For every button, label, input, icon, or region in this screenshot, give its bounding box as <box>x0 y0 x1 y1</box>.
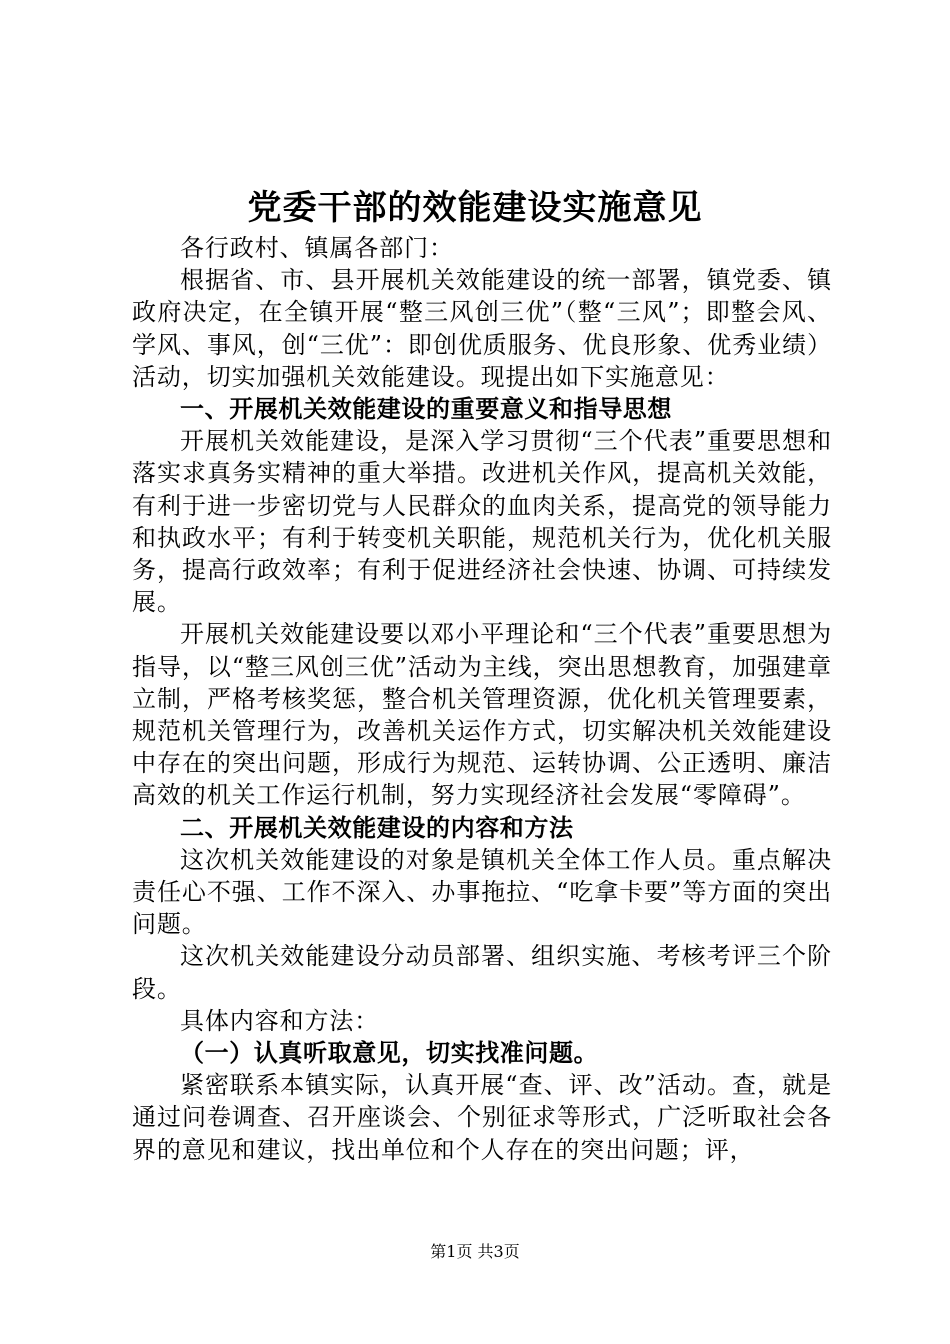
section-heading-1: 一、开展机关效能建设的重要意义和指导思想 <box>180 394 672 424</box>
body-paragraph: 紧密联系本镇实际，认真开展“查、评、改”活动。查，就是通过问卷调查、召开座谈会、个别征求等形式，广泛听取社会各界的意见和建议，找出单位和个人存在的突出问题；评， <box>132 1071 832 1164</box>
body-paragraph: 这次机关效能建设的对象是镇机关全体工作人员。重点解决责任心不强、工作不深入、办事拖拉、“吃拿卡要”等方面的突出问题。 <box>132 845 832 939</box>
body-paragraph: 这次机关效能建设分动员部署、组织实施、考核考评三个阶段。 <box>132 942 832 1003</box>
document-title: 党委干部的效能建设实施意见 <box>247 188 703 228</box>
subsection-heading-1: （一）认真听取意见，切实找准问题。 <box>180 1038 599 1068</box>
intro-paragraph: 根据省、市、县开展机关效能建设的统一部署，镇党委、镇政府决定，在全镇开展“整三风创三优”（整“三风”；即整会风、学风、事风，创“三优”：即创优质服务、优良形象、优秀业绩）活动，切实加强机关效能建设。现提出如下实施意见： <box>132 266 832 391</box>
body-paragraph: 开展机关效能建设，是深入学习贯彻“三个代表”重要思想和落实求真务实精神的重大举措。改进机关作风，提高机关效能，有利于进一步密切党与人民群众的血肉关系，提高党的领导能力和执政水平；有利于转变机关职能，规范机关行为，优化机关服务，提高行政效率；有利于促进经济社会快速、协调、可持续发展。 <box>132 427 832 617</box>
salutation-paragraph: 各行政村、镇属各部门： <box>180 234 454 262</box>
body-paragraph: 开展机关效能建设要以邓小平理论和“三个代表”重要思想为指导，以“整三风创三优”活动为主线，突出思想教育，加强建章立制，严格考核奖惩，整合机关管理资源，优化机关管理要素，规范机关管理行为，改善机关运作方式，切实解决机关效能建设中存在的突出问题，形成行为规范、运转协调、公正透明、廉洁高效的机关工作运行机制，努力实现经济社会发展“零障碍”。 <box>132 620 832 810</box>
document-body <box>132 232 832 1166</box>
body-paragraph: 具体内容和方法： <box>180 1006 380 1035</box>
section-heading-2: 二、开展机关效能建设的内容和方法 <box>180 812 574 842</box>
page-number-footer: 第1页 共3页 <box>430 1242 520 1261</box>
